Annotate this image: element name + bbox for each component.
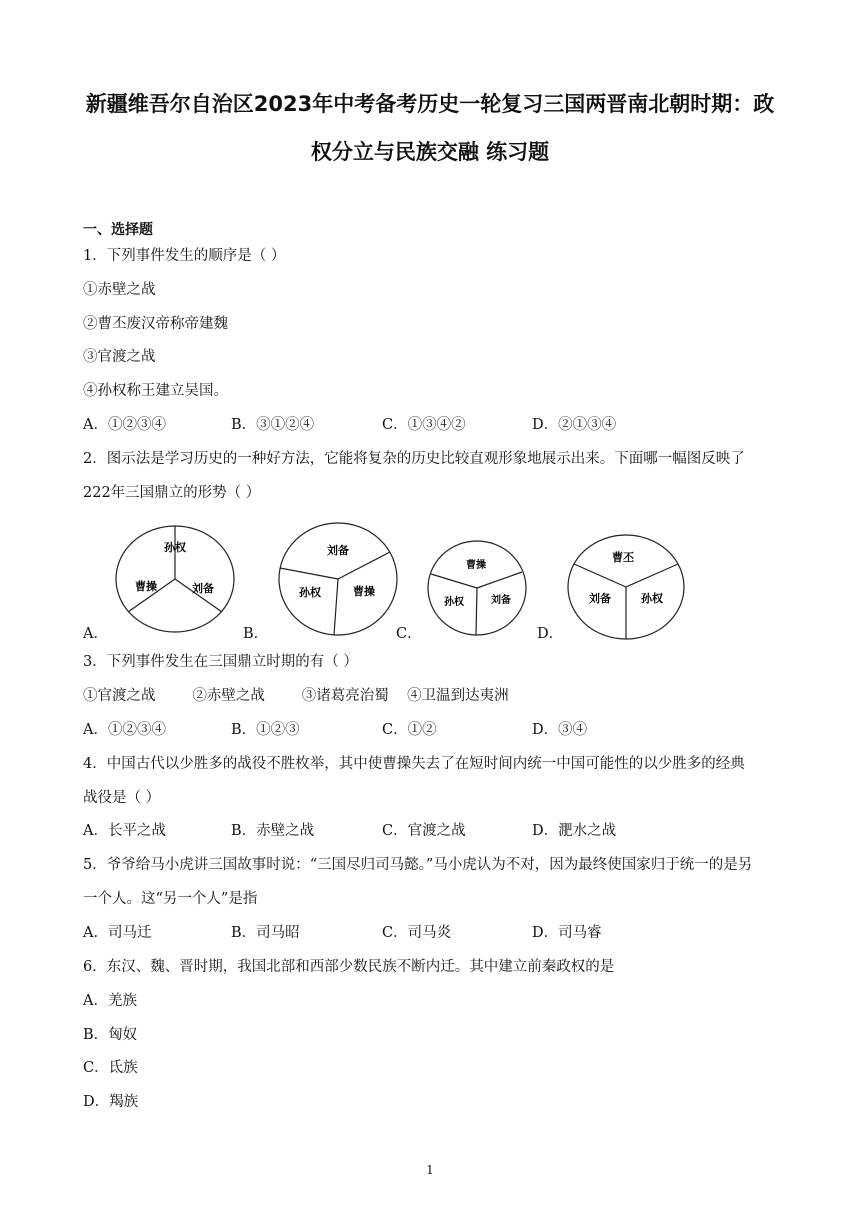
pie-diagram-b: [276, 520, 400, 638]
document-title-line-1: 新疆维吾尔自治区2023年中考备考历史一轮复习三国两晋南北朝时期：政: [85, 92, 775, 116]
q5-stem-line-2: 一个人。这“另一个人”是指: [83, 891, 258, 907]
q1-option-a[interactable]: A．①②③④: [83, 417, 166, 433]
pie-diagram-d: [565, 532, 687, 642]
q4-option-b[interactable]: B．赤壁之战: [231, 823, 315, 839]
q1-option-d[interactable]: D．②①③④: [532, 417, 617, 433]
q4-stem-line-2: 战役是（ ）: [83, 790, 161, 806]
q6-stem: 6．东汉、魏、晋时期，我国北部和西部少数民族不断内迁。其中建立前秦政权的是: [83, 959, 615, 975]
pie-b-label-top: 刘备: [327, 544, 349, 557]
q6-option-a[interactable]: A．羌族: [83, 993, 137, 1009]
q5-stem-line-1: 5．爷爷给马小虎讲三国故事时说：“三国尽归司马懿。”马小虎认为不对，因为最终使国家归于统一的是另: [83, 857, 753, 873]
pie-d-label-right: 孙权: [641, 592, 663, 605]
section-heading: 一、选择题: [83, 222, 153, 238]
q6-option-c[interactable]: C．氐族: [83, 1060, 138, 1076]
q4-option-a[interactable]: A．长平之战: [83, 823, 166, 839]
q5-option-c[interactable]: C．司马炎: [382, 925, 452, 941]
q4-stem-line-1: 4．中国古代以少胜多的战役不胜枚举，其中使曹操失去了在短时间内统一中国可能性的以少胜多的经典: [83, 756, 745, 772]
q2-option-a[interactable]: A．: [83, 626, 108, 642]
q2-option-b[interactable]: B．: [243, 626, 269, 642]
q6-option-d[interactable]: D．羯族: [83, 1094, 139, 1110]
q3-stem: 3．下列事件发生在三国鼎立时期的有（ ）: [83, 654, 358, 670]
page-number: 1: [426, 1163, 434, 1177]
q1-item-4: ④孙权称王建立吴国。: [83, 383, 228, 399]
q3-option-d[interactable]: D．③④: [532, 722, 588, 738]
document-title-line-2: 权分立与民族交融 练习题: [310, 140, 550, 164]
pie-d-label-top: 曹丕: [612, 551, 634, 564]
pie-d-label-left: 刘备: [589, 592, 611, 605]
q3-items: ①官渡之战 ②赤壁之战 ③诸葛亮治蜀 ④卫温到达夷洲: [83, 688, 509, 704]
q1-option-c[interactable]: C．①③④②: [382, 417, 466, 433]
q5-option-a[interactable]: A．司马迁: [83, 925, 152, 941]
q4-option-c[interactable]: C．官渡之战: [382, 823, 466, 839]
q5-option-d[interactable]: D．司马睿: [532, 925, 602, 941]
q1-item-1: ①赤壁之战: [83, 282, 156, 298]
pie-a-label-left: 曹操: [135, 580, 157, 593]
q2-stem-line-2: 222年三国鼎立的形势（ ）: [83, 485, 261, 501]
q1-item-2: ②曹丕废汉帝称帝建魏: [83, 316, 228, 332]
q1-item-3: ③官渡之战: [83, 349, 156, 365]
q2-stem-line-1: 2．图示法是学习历史的一种好方法，它能将复杂的历史比较直观形象地展示出来。下面哪一幅图反映了: [83, 451, 745, 467]
q3-option-a[interactable]: A．①②③④: [83, 722, 166, 738]
q1-stem: 1．下列事件发生的顺序是（ ）: [83, 248, 286, 264]
pie-b-label-right: 曹操: [353, 585, 375, 598]
pie-b-label-left: 孙权: [299, 586, 321, 599]
pie-a-label-top: 孙权: [164, 541, 186, 554]
q2-option-c[interactable]: C．: [396, 626, 422, 642]
q3-option-c[interactable]: C．①②: [382, 722, 437, 738]
q3-option-b[interactable]: B．①②③: [231, 722, 300, 738]
q5-option-b[interactable]: B．司马昭: [231, 925, 300, 941]
q6-option-b[interactable]: B．匈奴: [83, 1027, 138, 1043]
q1-option-b[interactable]: B．③①②④: [231, 417, 315, 433]
pie-diagram-a: [113, 522, 237, 636]
q4-option-d[interactable]: D．淝水之战: [532, 823, 617, 839]
pie-c-label-left: 孙权: [444, 597, 464, 608]
pie-a-label-right: 刘备: [192, 582, 214, 595]
pie-c-label-right: 刘备: [491, 595, 511, 606]
q2-option-d[interactable]: D．: [537, 626, 564, 642]
pie-c-label-top: 曹操: [466, 560, 486, 571]
pie-diagram-c: [425, 538, 529, 638]
